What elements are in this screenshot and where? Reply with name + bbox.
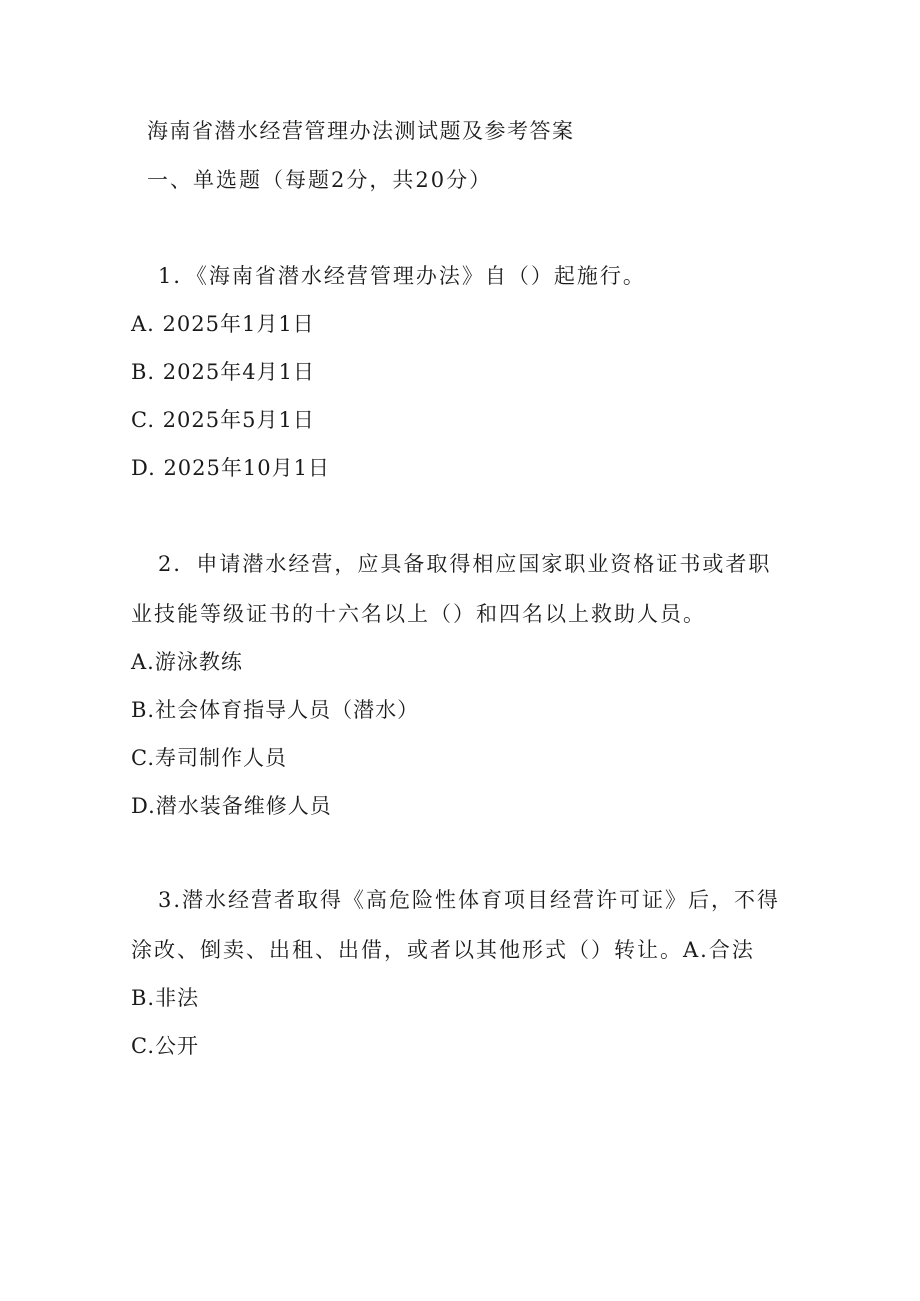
question-2-text-line-2: 业技能等级证书的十六名以上（）和四名以上救助人员。 [131,602,706,626]
question-2-option-c: C.寿司制作人员 [131,746,287,770]
question-1-option-a: A. 2025年1月1日 [131,312,315,336]
section-heading: 一、单选题（每题2分，共20分） [147,168,493,192]
question-2-option-b: B.社会体育指导人员（潜水） [131,698,420,722]
question-1-option-c: C. 2025年5月1日 [131,408,315,432]
question-2-option-a: A.游泳教练 [131,650,243,674]
question-3-option-b: B.非法 [131,986,200,1010]
question-3-text-line-2: 涂改、倒卖、出租、出借，或者以其他形式（）转让。A.合法 [131,938,755,962]
question-2-text-line-1: 2．申请潜水经营，应具备取得相应国家职业资格证书或者职 [158,552,772,576]
question-1-text: 1．《海南省潜水经营管理办法》自（）起施行。 [158,264,646,288]
question-1-option-d: D. 2025年10月1日 [131,456,330,480]
question-3-text-line-1: 3.潜水经营者取得《高危险性体育项目经营许可证》后，不得 [158,888,781,912]
document-title: 海南省潜水经营管理办法测试题及参考答案 [147,119,575,143]
question-3-option-c: C.公开 [131,1034,199,1058]
question-2-option-d: D.潜水装备维修人员 [131,794,332,818]
question-1-option-b: B. 2025年4月1日 [131,360,315,384]
